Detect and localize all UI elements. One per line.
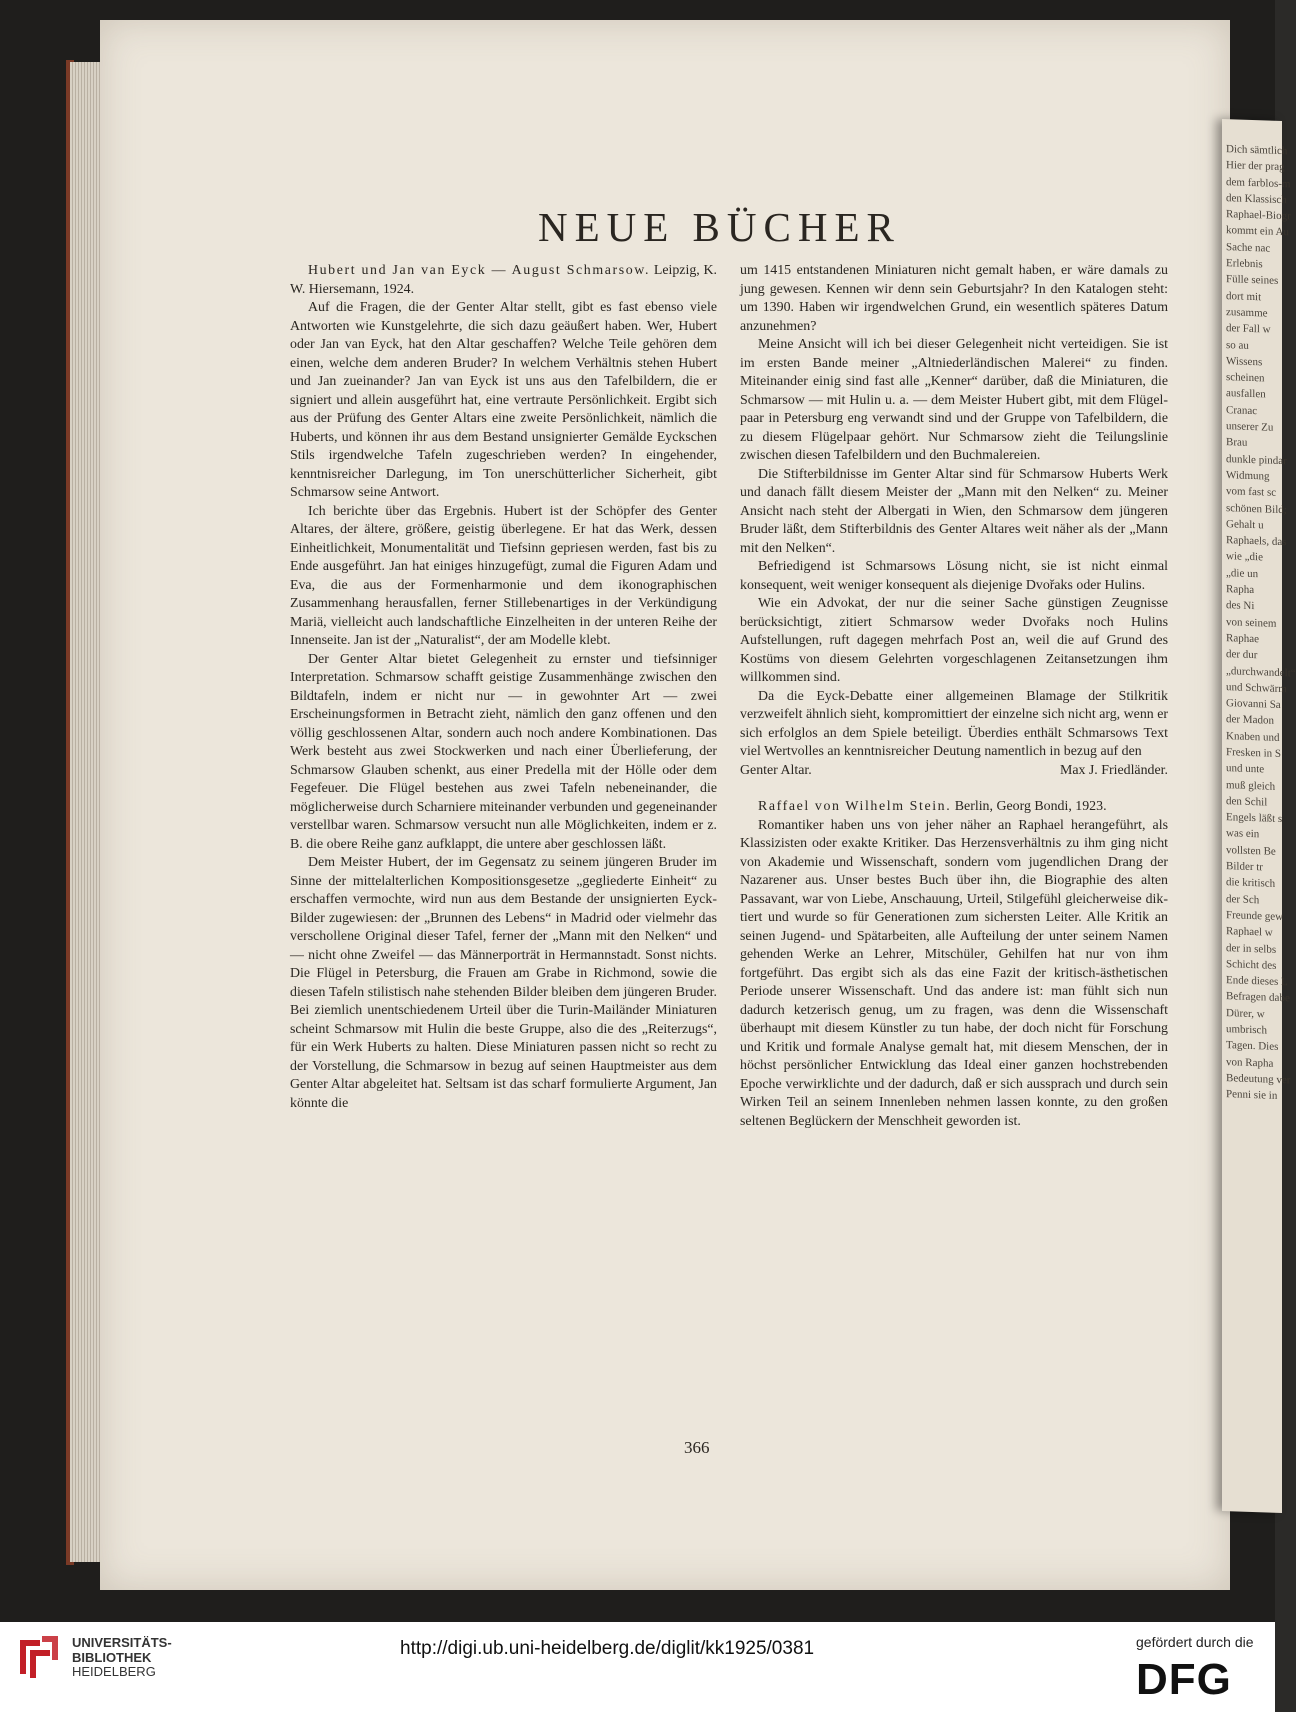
next-page-fragment: Ende dieses L — [1226, 974, 1288, 989]
next-page-fragment: Raphael w — [1226, 925, 1273, 939]
next-page-fragment: und unte — [1226, 762, 1265, 776]
next-page-fragment: Engels läßt s — [1226, 811, 1283, 826]
next-page-fragment: scheinen — [1226, 371, 1265, 385]
next-page-fragment: Schicht des — [1226, 957, 1277, 972]
book-publisher: Berlin, Georg Bondi, 1923. — [951, 799, 1107, 814]
next-page-fragment: Fresken in S — [1226, 746, 1281, 760]
next-page-fragment: „durchwandelt“ — [1226, 664, 1296, 680]
paragraph: Meine Ansicht will ich bei dieser Gelegenheit nicht verteidigen. Sie ist im ersten Bande meiner „Altniederländischen Malerei“ zu finden. Miteinander einig sind fast alle „Kenner“ darüber, daß die Miniaturen, die Schmarsow — mit Hulin u. a. — dem Meister Hubert gibt, mit dem Flügelpaar in Petersburg eng verwandt sind und der Gruppe von Tafelbildern, die zu diesem Flügelpaar gehört. Nur Schmarsow zieht die Teilungslinie zwischen diesen Tafelbildern und den Buchmalereien. — [740, 337, 1168, 463]
paragraph: Wie ein Advokat, der nur die seiner Sache günstigen Zeugnisse berücksichtigt, zitiert Schmarsow weder Dvořaks noch Hulins Aufstellungen, ruft dagegen mehrfach Post an, weil die auf Grund des Kostüms von diesem Gelehrten vorgeschlagenen Zeitansetzungen ihm willkommen sind. — [740, 596, 1168, 685]
next-page-fragment: der Fall w — [1226, 322, 1271, 336]
book-title: Raffael von Wilhelm Stein. — [758, 799, 952, 814]
next-page-fragment: Hier der prag — [1226, 159, 1285, 174]
next-page-fragment: „die un — [1226, 566, 1259, 580]
university-library-logo-icon — [14, 1632, 64, 1682]
library-name-line: HEIDELBERG — [72, 1664, 156, 1679]
next-page-fragment: Penni sie in — [1226, 1088, 1278, 1103]
next-page-fragment: Gehalt u — [1226, 517, 1264, 532]
next-page-fragment: wie „die — [1226, 550, 1263, 564]
next-page-fragment: so au — [1226, 338, 1249, 352]
book-citation — [290, 262, 717, 299]
next-page-fragment: und Schwärm — [1226, 680, 1287, 696]
next-page-fragment: Raphael-Biogr — [1226, 208, 1291, 223]
permalink-url[interactable]: http://digi.ub.uni-heidelberg.de/diglit/kk1925/0381 — [400, 1638, 815, 1659]
next-page-fragment: schönen Bild; — [1226, 501, 1287, 516]
next-page-fragment: den Schil — [1226, 794, 1268, 809]
next-page-fragment: der dur — [1226, 648, 1258, 662]
paragraph: Ich berichte über das Ergebnis. Hubert ist der Schöpfer des Genter Altares, der ältere, größere, geistig überlegene. Er hat das Werk, dessen Einheitlichkeit, Monumentalität und Tiefsinn gepriesen werden, fast bis zu Ende ausgeführt. Jan hat einiges hinzugefügt, zumal die Figuren Adam und Eva, die aus der Formenharmonie und dem ikonographischen Zusammenhang herausfallen, ferner Stillebenartiges in der Verkündigung Mariä, vielleicht auch landschaftliche Einzelheiten in der unteren Reihe der Innenseite. Jan ist der „Naturalist“, der am Modelle klebt. — [290, 503, 717, 648]
next-page-fragment: von Rapha — [1226, 1055, 1274, 1070]
next-page-fragment: von seinem — [1226, 615, 1277, 630]
paragraph: Romantiker haben uns von jeher näher an Raphael herangeführt, als Klassizisten oder exakte Kritiker. Das Herzensverhältnis zu ihm ging nicht von Akademie und Wissenschaft, sondern vom jugendlichen Drang der Nazarener aus. Unser bestes Buch über ihn, die Biographie des alten Passavant, war von Liebe, Anschauung, Urteil, Stilgefühl gleicherweise diktiert und wurde so für Generationen zum sichersten Leiter. Alle Kritik an seinen Jugend- und Spätarbeiten, alle Aufteilung der unter seinem Namen gehenden Werke an Lehrer, Mitschüler, Gehilfen hat nur von ihm fortgeführt. Das ergibt sich als das eine Fazit der kritisch-ästhetischen Periode unserer Wissenschaft. Und das andere ist: man fühlt sich nun dadurch ketzerisch genug, um zu fragen, was denn die Wissenschaft überhaupt mit diesem Künstler zu tun habe, der doch nicht für Forschung und Kritik und formale Analyse gemalt hat, mit diesem Menschen, der in höchst persönlicher Entwicklung das Ideal einer ganzen hochstrebenden Epoche verwirklichte und der dadurch, daß er sich aussprach und durch sein Wirken Teil an seinem Innenleben nehmen lassen konnte, zu den großen seltenen Beglückern der Menschheit geworden ist. — [740, 817, 1168, 1129]
next-page-fragment: den Klassisch — [1226, 191, 1287, 207]
paragraph: Dem Meister Hubert, der im Gegensatz zu seinem jüngeren Bruder im Sinne der mittelalterlichen Kompositionsgesetze „gegliederte Einheit“ zu erschaffen vermochte, wird nun aus dem Bestande der unsignierten Eyck-Bilder zugewiesen: der „Brunnen des Lebens“ in Madrid oder vielmehr das verschollene Original dieser Tafel, ferner der „Mann mit den Nelken“ und — nicht ohne Zweifel — das Männerporträt in Hermannstadt. Sonst nichts. Die Flügel in Petersburg, die Frauen am Grabe in Richmond, sowie die diesen Tafeln stilistisch nahe stehenden Bilder bleiben dem jüngeren Bruder. Bei ziemlich unentschiedenem Urteil über die Turin-Mailänder Miniaturen scheint Schmarsow mit Hulin die beste Gruppe, also die des „Reiterzugs“, für ein Werk Huberts zu halten. Diese Miniaturen passen nicht so recht zu der Vorstellung, die Schmarsow in bezug auf seinen Hauptmeister aus dem Genter Altar abgeleitet hat. Seltsam ist das scharf formulierte Argument, Jan könnte die — [290, 855, 717, 1111]
paragraph: Der Genter Altar bietet Gelegenheit zu ernster und tiefsinniger Interpretation. Schmarsow schafft geistige Zusammenhänge zwischen den Bildtafeln, indem er nicht nur — in gewohnter Art — zwei Erscheinungsformen in Betracht zieht, nämlich den ganz offenen und den völlig geschlossenen Altar, sondern auch noch andere Kombinationen. Das Werk besteht aus zwei Stockwerken und nach einer Überlieferung, der Schmarsow Glauben schenkt, aus einer Predella mit der Hölle oder dem Fegefeuer. Die Flügel bestehen aus zwei Tafeln nebeneinander, die möglicherweise durch Scharniere miteinander verbunden und gegeneinander verstellbar waren. Schmarsow versucht nun alle Möglichkeiten, indem er z. B. die obere Reihe ganz aufklappt, die untere aber geschlossen läßt. — [290, 651, 717, 852]
library-name-line: BIBLIOTHEK — [72, 1649, 152, 1665]
next-page-fragment: dunkle pindar — [1226, 452, 1287, 467]
paragraph: Da die Eyck-Debatte einer allgemeinen Blamage der Stilkritik verzweifelt ähnlich sieht, kompromittiert der einzelne sich nicht arg, wenn er sich erfolglos an dem Spiele beteiligt. Überdies enthält Schmarsows Text viel Wertvolles an kenntnisreicher Deutung namentlich in bezug auf den — [740, 688, 1168, 759]
next-page-fragment: der Madon — [1226, 713, 1274, 728]
next-page-fragment: die kritisch — [1226, 876, 1276, 891]
text-column-right — [740, 262, 1168, 1131]
next-page-fragment: dort mit — [1226, 289, 1262, 303]
next-page-fragment: umbrisch — [1226, 1023, 1267, 1037]
next-page-fragment: dem farblos-m — [1226, 175, 1291, 190]
paragraph: um 1415 entstandenen Miniaturen nicht gemalt haben, er wäre damals zu jung gewesen. Kennen wir denn sein Geburtsjahr? In den Katalogen steht: um 1390. Haben wir irgendwelchen Grund, ein wesentlich späteres Datum anzunehmen? — [740, 263, 1168, 334]
next-page-fragment: Fülle seines — [1226, 273, 1279, 288]
next-page-fragment: Raphae — [1226, 631, 1259, 646]
closing-words: Genter Altar. — [740, 762, 812, 778]
footer-bar — [0, 1622, 1275, 1712]
next-page-fragment: Dürer, w — [1226, 1006, 1265, 1021]
next-page-fragment: ausfallen — [1226, 387, 1266, 401]
next-page-fragment: unserer Zu — [1226, 420, 1274, 434]
next-page-fragment: des Ni — [1226, 599, 1255, 613]
page-title: NEUE BÜCHER — [538, 204, 901, 250]
paragraph: Befriedigend ist Schmarsows Lösung nicht, sie ist nicht einmal konsequent, weit weniger konsequent als diejenige Dvořaks oder Hulins. — [740, 559, 1168, 593]
funding-text: gefördert durch die — [1136, 1634, 1254, 1650]
reviewer-name: Max J. Friedländer. — [1059, 762, 1168, 778]
next-page-fragment: Tagen. Dies — [1226, 1039, 1279, 1054]
next-page-edge — [1222, 119, 1296, 1513]
library-name-line: UNIVERSITÄTS- — [72, 1635, 172, 1650]
next-page-fragment: Freunde gew — [1226, 909, 1284, 924]
next-page-fragment: kommt ein Au — [1226, 224, 1289, 239]
section-gap — [740, 780, 1168, 798]
next-page-fragment: Widmung — [1226, 469, 1270, 483]
next-page-fragment: Raphaels, das — [1226, 534, 1287, 549]
next-page-fragment: der Sch — [1226, 892, 1260, 906]
paragraph: Auf die Fragen, die der Genter Altar stellt, gibt es fast ebenso viele Antworten wie Kunstgelehrte, die sich dazu geäußert haben. Wer, Hubert oder Jan van Eyck, hat den Altar geschaffen? Welche Teile gehören dem einen, welche dem anderen Bruder? In welchem Verhältnis stehen Hubert und Jan zueinander? Jan van Eyck ist uns aus den Tafelbildern, die er signiert und allein ausgeführt hat, eine vertraute Persönlichkeit. Ergibt sich aus der Prüfung des Genter Altars eine zweite Persönlichkeit, nämlich die Huberts, und können ihr aus dem Bestand unsignierter Gemälde Eyckschen Stils irgendwelche Tafeln zugeschrieben werden? In eingehender, kenntnisreicher Darlegung, im Ton unerschütterlicher Sicherheit, gibt Schmarsow seine Antwort. — [290, 300, 717, 500]
paragraph: Die Stifterbildnisse im Genter Altar sind für Schmarsow Huberts Werk und danach fällt diesem Meister der „Mann mit den Nelken“ zu. Meiner Ansicht nach steht der Albergati in Wien, den Schmarsow dem jüngeren Bruder läßt, dem Stifterbildnis des Genter Altares weit näher als der „Mann mit den Nelken“. — [740, 466, 1168, 556]
book-publisher: Leipzig, K. W. Hiersemann, 1924. — [290, 263, 717, 297]
next-page-fragment: Erlebnis — [1226, 257, 1263, 271]
next-page-fragment: vollsten Be — [1226, 843, 1276, 858]
page-number: 366 — [684, 1438, 710, 1457]
next-page-fragment: muß gleich — [1226, 778, 1276, 793]
next-page-fragment: Brau — [1226, 436, 1248, 450]
next-page-fragment: Giovanni Sa — [1226, 697, 1281, 712]
library-name — [72, 1636, 172, 1680]
book-citation — [740, 798, 1168, 817]
next-page-fragment: Cranac — [1226, 403, 1258, 417]
next-page-fragment: Knaben und — [1226, 729, 1280, 744]
text-column-left — [290, 262, 717, 1113]
next-page-fragment: Bedeutung ver — [1226, 1072, 1291, 1087]
next-page-fragment: vom fast sc — [1226, 485, 1277, 500]
next-page-fragment: Sache nac — [1226, 240, 1271, 255]
dfg-logo: DFG — [1136, 1655, 1232, 1704]
next-page-fragment: Wissens — [1226, 354, 1263, 369]
next-page-fragment: was ein — [1226, 827, 1260, 841]
next-page-fragment: Rapha — [1226, 583, 1255, 597]
next-page-fragment: zusamme — [1226, 306, 1268, 320]
next-page-fragment: der in selbs — [1226, 941, 1277, 956]
next-page-fragment: Dich sämtlich — [1226, 143, 1288, 158]
next-page-fragment: Befragen dabe — [1226, 990, 1290, 1005]
book-title: Hubert und Jan van Eyck — August Schmarsow. — [308, 263, 651, 278]
review-signature-line — [740, 762, 1168, 781]
next-page-fragment: Bilder tr — [1226, 860, 1263, 874]
